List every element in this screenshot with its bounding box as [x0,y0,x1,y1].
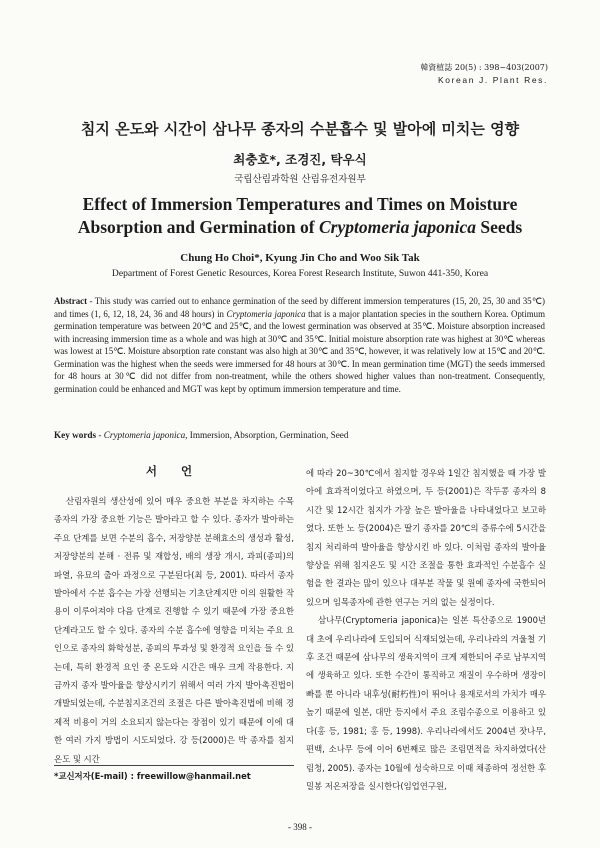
korean-affiliation: 국립산림과학원 산림유전자원부 [234,174,366,185]
intro-paragraph-1-cont: 에 따라 20~30℃에서 침지할 경우와 1일간 침지했을 때 가장 발아에 효과적이었다고 하였으며, 두 등(2001)은 작두콩 종자의 8시간 및 12시간 침지가 가장 높은 발아율을 나타내었다고 보고하였다. 또한 노 등(2004)은 딸기 종자를 20℃의 증류수에 5시간을 침지 처리하여 발아율을 향상시킨 바 있다. 이처럼 종자의 발아율 향상을 위해 침지온도 및 시간 조절을 통한 효과적인 수분흡수 실험을 한 결과는 많이 있으나 대부분 작물 및 원예 종자에 국한되어 있으며 임목종자에 관한 연구는 거의 없는 실정이다. [306,468,546,607]
english-title-species: Cryptomeria japonica [318,217,476,237]
page-number: - 398 - [288,822,312,832]
english-title [40,193,560,239]
section-title: 서 언 [145,464,203,478]
korean-authors: 최충호*, 조경진, 탁우식 [233,152,367,167]
footnote-divider [54,765,294,766]
keywords-species: Cryptomeria japonica [103,430,186,440]
intro-paragraph-1: 산림자원의 생산성에 있어 매우 중요한 부분을 차지하는 수목 종자의 가장 중요한 기능은 발아라고 할 수 있다. 종자가 발아하는 주요 단계를 보면 수분의 흡수, 저장양분 분해효소의 생성과 활성, 저장양분의 분해 · 전류 및 재합성, 배의 생장 개시, 과피(종피)의 파열, 유묘의 출아 과정으로 구분된다(최 등, 2001). 따라서 종자 발아에서 수분 흡수는 가장 선행되는 기초단계지만 이의 원활한 작용이 이루어져야 다음 단계로 진행할 수 있기 때문에 가장 중요한 단계라고도 할 수 있다. 종자의 수분 흡수에 영향을 미치는 주요 요인으로 종자의 화학성분, 종피의 투과성 및 환경적 요인을 들 수 있는데, 특히 환경적 요인 중 온도와 시간은 매우 크게 작용한다. 지금까지 종자 발아율을 향상시키기 위해서 여러 가지 발아촉진법이 개발되었는데, 수분침지조건의 조절은 다른 발아촉진법에 비해 경제적 비용이 거의 소요되지 않는다는 장점이 있기 때문에 이에 대한 여러 가지 방법이 시도되었다. 강 등(2000)은 박 종자를 침지온도 및 시간 [54,496,294,764]
corresponding-author-footnote: *교신저자(E-mail) : freewillow@hanmail.net [54,771,251,781]
english-affiliation: Department of Forest Genetic Resources, Korea Forest Research Institute, Suwon 441-350, Korea [111,268,489,279]
keywords-label: Key words [54,430,97,440]
intro-paragraph-2: 삼나무(Cryptomeria japonica)는 일본 특산종으로 1900년대 초에 우리나라에 도입되어 식재되었는데, 우리나라의 겨울철 기후 조건 때문에 삼나무의 생육지역이 크게 제한되어 주로 남부지역에 생육하고 있다. 또한 수간이 통직하고 재질이 우수하며 생장이 빠를 뿐 아니라 내후성(耐朽性)이 뛰어나 용재로서의 가치가 매우 높기 때문에 일본, 대만 등지에서 주요 조림수종으로 이용하고 있다(홍 등, 1981; 홍 등, 1998). 우리나라에서도 2004년 잣나무, 편백, 소나무 등에 이어 6번째로 많은 조림면적을 차지하였다(산림청, 2005). 종자는 10월에 성숙하므로 이때 채종하여 정선한 후 밀봉 저온저장을 실시한다(임업연구원, [306,615,546,791]
english-title-text: Absorption and Germination of [77,217,319,237]
journal-citation: 韓資植誌 20(5) : 398~403(2007) [420,63,548,72]
english-title-text-end: Seeds [475,217,523,237]
journal-name: Korean J. Plant Res. [438,75,548,85]
abstract [54,295,545,395]
english-title-line1: Effect of Immersion Temperatures and Times on Moisture [82,194,518,214]
abstract-label: Abstract [54,296,88,306]
abstract-text-2: that is a major plantation species in the southern Korea. Optimum germination temperature was between 20℃ and 25℃, and the lowest germination was observed at 35℃. Moisture absorption increased with increasing immersion time as a whole and was high at 30℃ and 35℃. Initial moisture absorption rate was highest at 30℃ whereas was lowest at 15℃. Moisture absorption rate constant was also high at 30℃ and 35℃, however, it was relatively low at 15℃ and 20℃. Germination was the highest when the seeds were immersed for 48 hours at 30℃. In mean germination time (MGT) the seeds immersed for 48 hours at 30℃ did not differ from non-treatment, while the others showed higher values than non-treatment. Consequently, germination could be enhanced and MGT was kept by optimum immersion temperature and time. [54,308,545,394]
english-title-line2 [40,216,560,239]
english-authors: Chung Ho Choi*, Kyung Jin Cho and Woo Sik Tak [180,252,420,264]
left-column [54,464,294,768]
journal-header [420,62,548,86]
right-column [306,464,546,795]
keywords: Key words - Cryptomeria japonica, Immersion, Absorption, Germination, Seed [54,430,349,440]
keywords-list: , Immersion, Absorption, Germination, Seed [185,430,349,440]
korean-title: 침지 온도와 시간이 삼나무 종자의 수분흡수 및 발아에 미치는 영향 [80,120,520,138]
abstract-species: Cryptomeria japonica [226,308,306,319]
abstract-text-1: - This study was carried out to enhance germination of the seed by different immersion temperatures (15, 20, 25, 30 and 35℃) and times (1, 6, 12, 18, 24, 36 and 48 hours) in [54,296,545,319]
